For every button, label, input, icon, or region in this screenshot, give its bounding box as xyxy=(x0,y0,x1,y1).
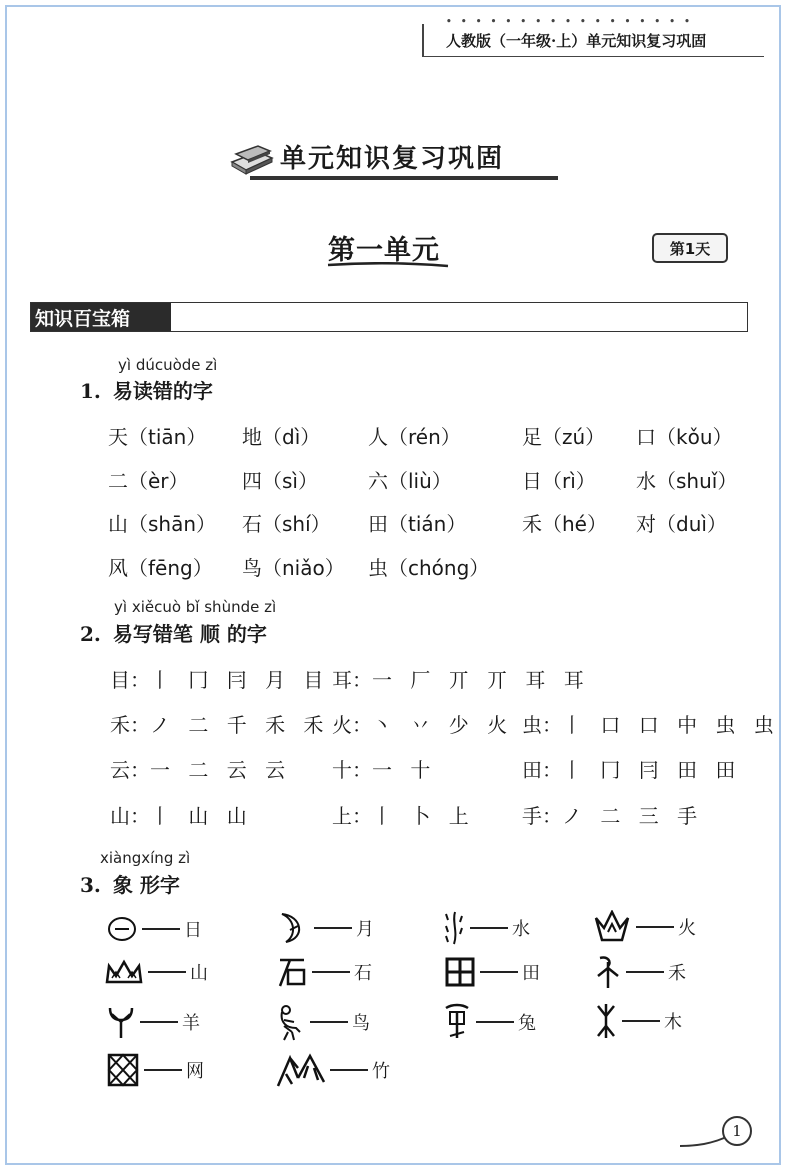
list-item: 山 xyxy=(104,958,208,986)
unit-title: 第一单元 xyxy=(328,235,440,266)
list-item: 十：一 十 xyxy=(332,758,437,782)
list-item: 天（tiān） xyxy=(108,425,207,449)
list-item: 日 xyxy=(106,914,202,944)
q1-title xyxy=(80,375,213,404)
water-glyph-icon xyxy=(442,910,466,946)
q2-title-text: 易写错笔 顺 的字 xyxy=(112,622,267,646)
list-item: 网 xyxy=(106,1052,204,1088)
list-item: 上：丨 卜 上 xyxy=(332,804,475,828)
list-item: 石 xyxy=(276,956,372,988)
list-item: 田：丨 冂 冃 田 田 xyxy=(522,758,742,782)
field-glyph-icon xyxy=(444,956,476,988)
page-number: 1 xyxy=(722,1116,752,1146)
grain-glyph-icon xyxy=(594,954,622,990)
net-glyph-icon xyxy=(106,1052,140,1088)
list-item: 水 xyxy=(442,910,530,946)
section-header xyxy=(30,302,748,332)
list-item: 六（liù） xyxy=(368,469,452,493)
list-item: 竹 xyxy=(276,1052,390,1088)
list-item: 足（zú） xyxy=(522,425,606,449)
list-item: 人（rén） xyxy=(368,425,461,449)
main-title: 单元知识复习巩固 xyxy=(280,144,505,174)
tree-glyph-icon xyxy=(594,1002,618,1040)
list-item: 鸟（niǎo） xyxy=(242,556,345,580)
stone-glyph-icon xyxy=(276,956,308,988)
list-item: 虫：丨 口 口 中 虫 虫 xyxy=(522,713,780,737)
q3-title xyxy=(80,869,180,898)
list-item: 禾：ノ 二 千 禾 禾 xyxy=(110,713,330,737)
list-item: 风（fēng） xyxy=(108,556,213,580)
header-dots: • • • • • • • • • • • • • • • • • xyxy=(446,17,693,27)
list-item: 日（rì） xyxy=(522,469,596,493)
list-item: 云：一 二 云 云 xyxy=(110,758,292,782)
list-item: 四（sì） xyxy=(242,469,318,493)
list-item: 对（duì） xyxy=(636,512,727,536)
list-item: 水（shuǐ） xyxy=(636,469,738,493)
q2-pinyin: yì xiěcuò bǐ shùnde zì xyxy=(114,598,277,616)
list-item: 火 xyxy=(592,910,696,944)
list-item: 月 xyxy=(276,910,374,946)
list-item: 兔 xyxy=(442,1002,536,1042)
header-text: 人教版（一年级·上）单元知识复习巩固 xyxy=(446,31,707,50)
list-item: 禾（hé） xyxy=(522,512,607,536)
list-item: 羊 xyxy=(106,1004,200,1040)
q3-pinyin: xiàngxíng zì xyxy=(100,849,191,867)
list-item: 手：ノ 二 三 手 xyxy=(522,804,704,828)
books-icon xyxy=(228,142,274,176)
list-item: 二（èr） xyxy=(108,469,189,493)
q2-title xyxy=(80,618,267,647)
list-item: 山：丨 山 山 xyxy=(110,804,253,828)
list-item: 田（tián） xyxy=(368,512,467,536)
unit-title-underline xyxy=(326,262,450,268)
title-underline-bar xyxy=(250,176,558,180)
sheep-glyph-icon xyxy=(106,1004,136,1040)
list-item: 石（shí） xyxy=(242,512,331,536)
list-item: 耳：一 厂 丌 丌 耳 耳 xyxy=(332,668,590,692)
q2-number: 2. xyxy=(80,622,101,646)
list-item: 禾 xyxy=(594,954,686,990)
list-item: 木 xyxy=(594,1002,682,1040)
day-badge: 第1天 xyxy=(652,233,728,263)
list-item: 火：丶 丷 少 火 xyxy=(332,713,514,737)
fire-glyph-icon xyxy=(592,910,632,944)
list-item: 虫（chóng） xyxy=(368,556,490,580)
bird-glyph-icon xyxy=(276,1002,306,1042)
section-label: 知识百宝箱 xyxy=(31,303,171,331)
q1-number: 1. xyxy=(80,379,101,403)
list-item: 鸟 xyxy=(276,1002,370,1042)
bamboo-glyph-icon xyxy=(276,1052,326,1088)
q1-title-text: 易读错的字 xyxy=(112,379,213,403)
q3-title-text: 象 形字 xyxy=(112,873,180,897)
mountain-glyph-icon xyxy=(104,958,144,986)
list-item: 田 xyxy=(444,956,540,988)
running-header xyxy=(422,17,764,57)
list-item: 目：丨 冂 冃 月 目 xyxy=(110,668,330,692)
rabbit-glyph-icon xyxy=(442,1002,472,1042)
q3-number: 3. xyxy=(80,873,101,897)
list-item: 口（kǒu） xyxy=(636,425,733,449)
list-item: 地（dì） xyxy=(242,425,321,449)
moon-glyph-icon xyxy=(276,910,310,946)
sun-glyph-icon xyxy=(106,914,138,944)
q1-pinyin: yì dúcuòde zì xyxy=(118,356,218,374)
list-item: 山（shān） xyxy=(108,512,217,536)
main-title-block xyxy=(228,138,558,182)
